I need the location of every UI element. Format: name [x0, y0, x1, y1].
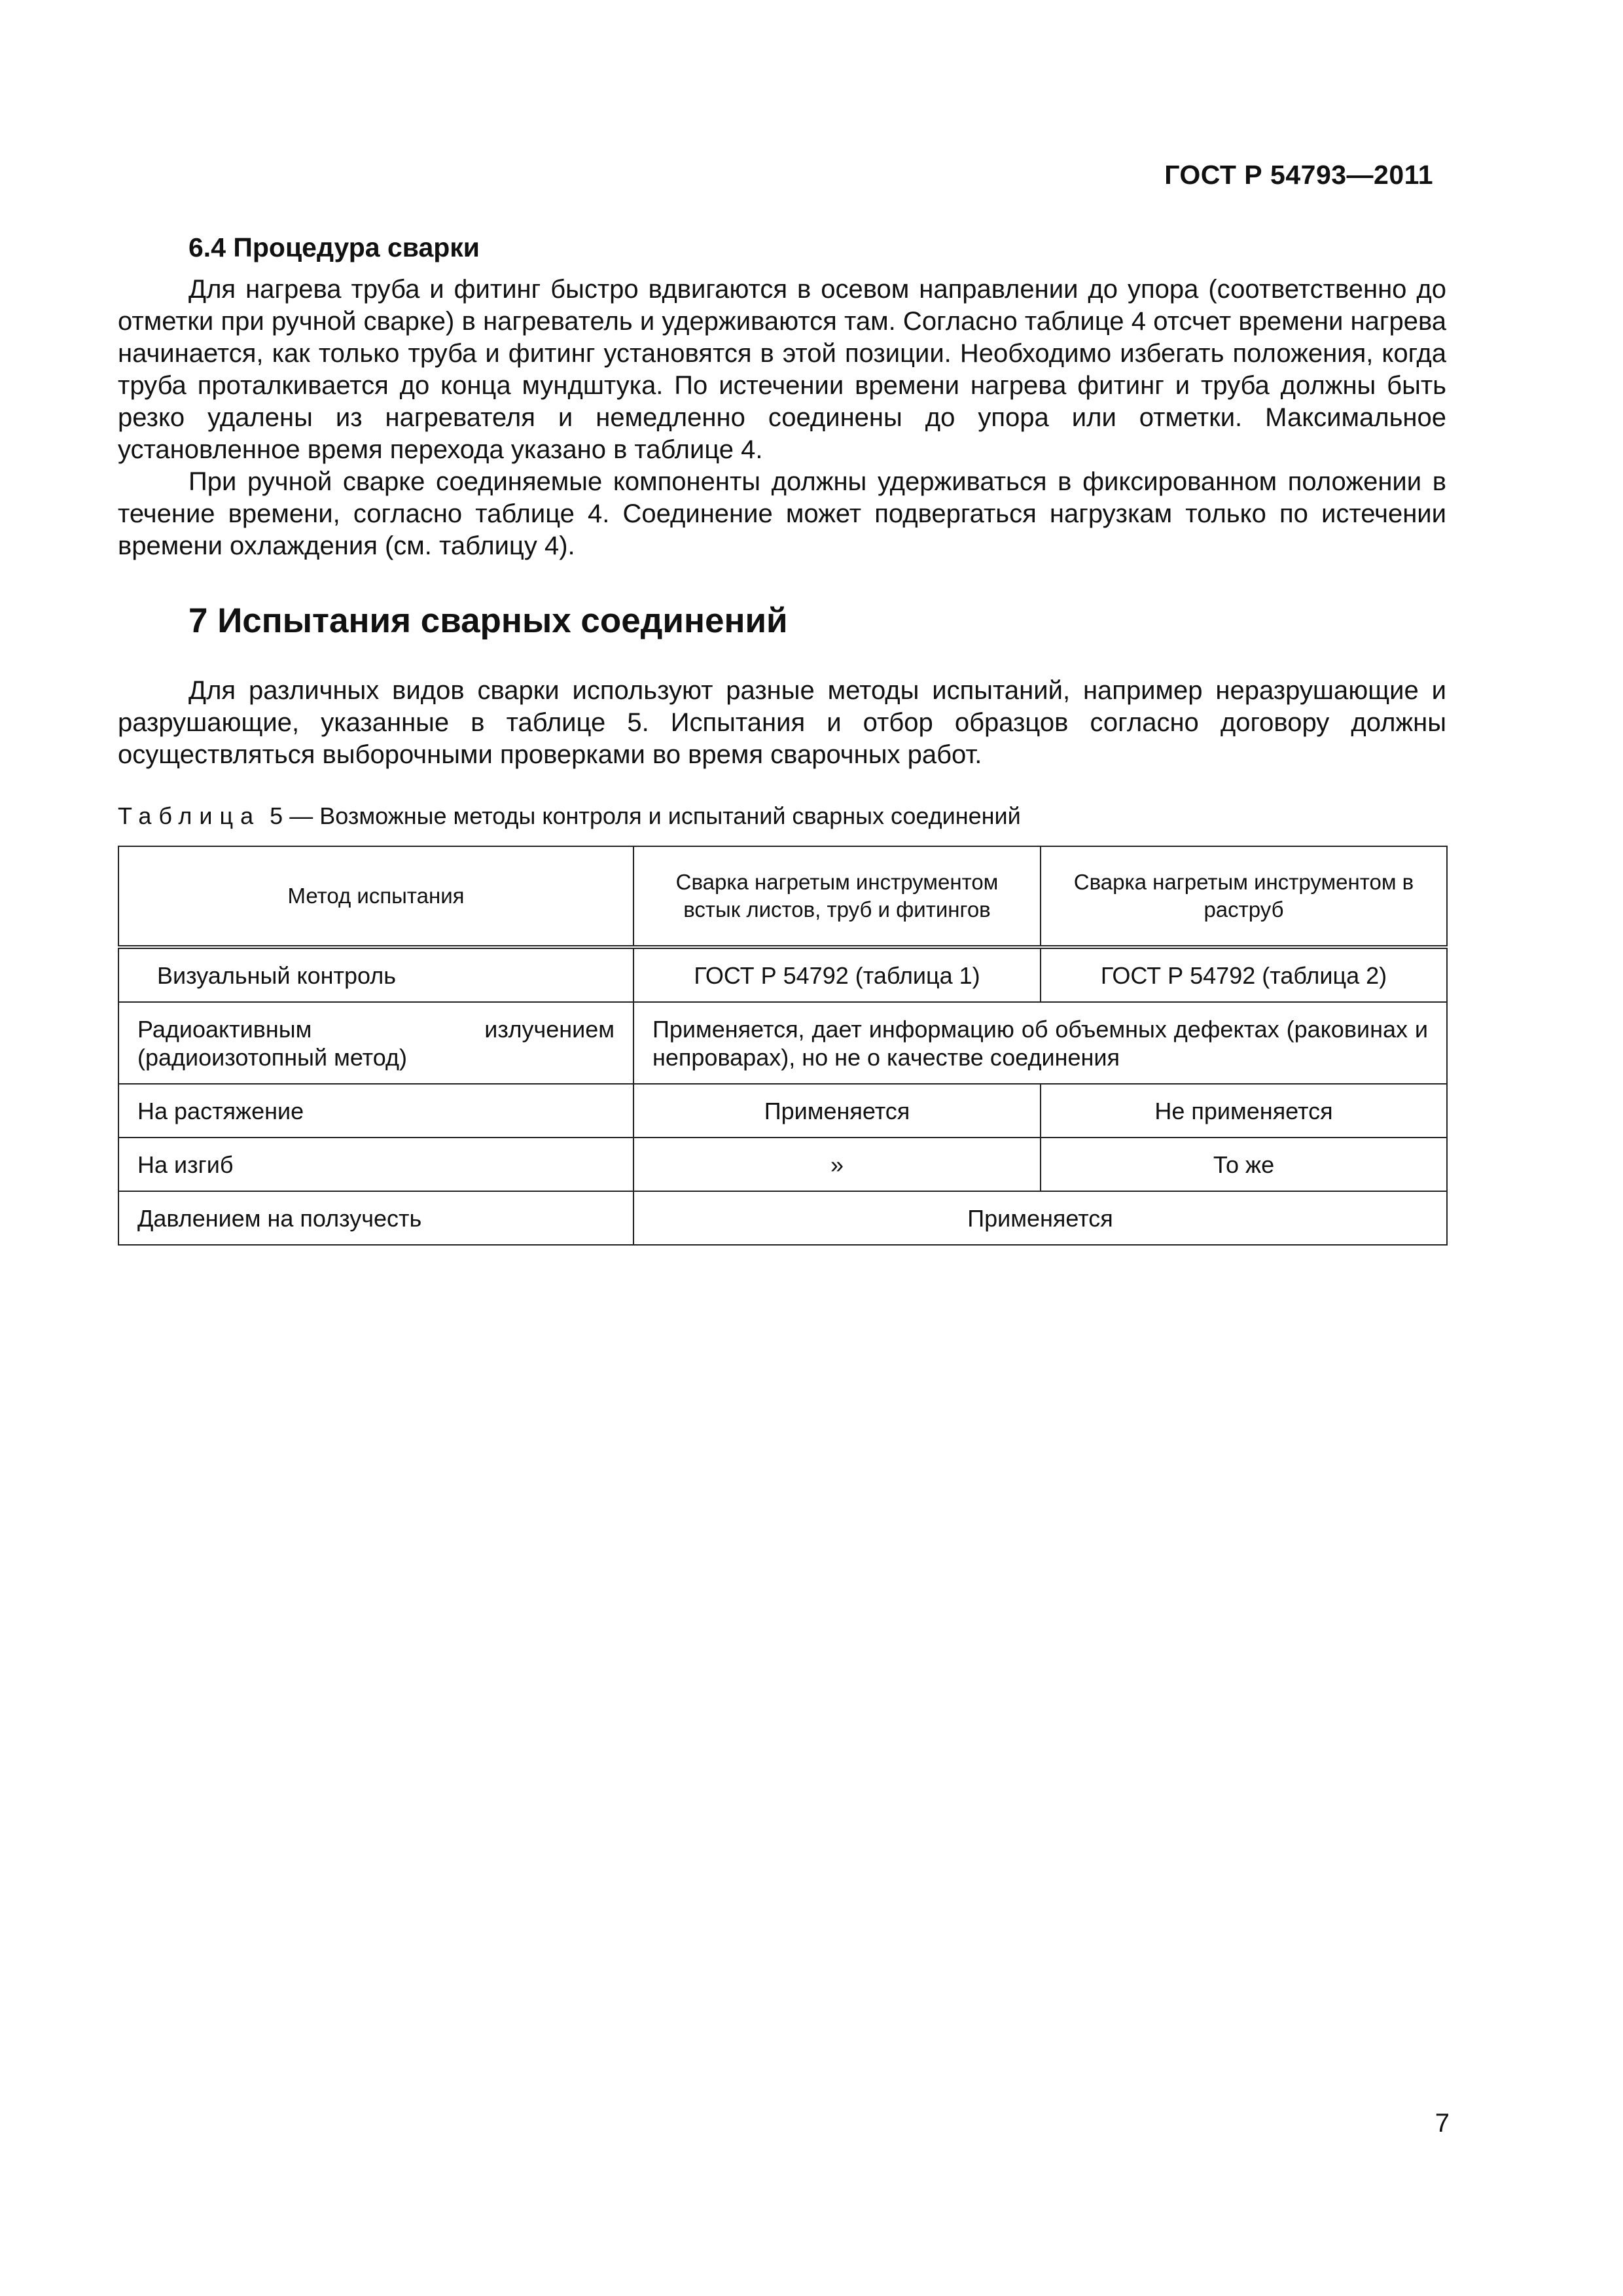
method-cell: На изгиб	[118, 1138, 633, 1191]
merged-cell: Применяется, дает информацию об объемных дефектах (раковинах и непроварах), но не о качестве соединения	[633, 1002, 1447, 1084]
table-row	[118, 1138, 1447, 1191]
butt-cell: »	[633, 1138, 1041, 1191]
section-title: 7 Испытания сварных соединений	[188, 601, 788, 640]
table-caption	[118, 802, 1021, 830]
method-cell: Давлением на ползучесть	[118, 1191, 633, 1245]
header-socket-welding: Сварка нагретым инструментом в раструб	[1041, 846, 1447, 947]
page-number: 7	[1435, 2109, 1450, 2138]
merged-cell: Применяется	[633, 1191, 1447, 1245]
paragraph-manual-welding: При ручной сварке соединяемые компоненты должны удерживаться в фиксированном положении в течение времени, согласно таблице 4. Соединение может подвергаться нагрузкам только по истечении времени охлаждения (см. таблицу 4).	[118, 467, 1446, 560]
paragraph-testing: Для различных видов сварки используют разные методы испытаний, например неразрушающие и разрушающие, указанные в таблице 5. Испытания и отбор образцов согласно договору должны осуществляться выборочными проверками во время сварочных работ.	[118, 676, 1446, 769]
document-code: ГОСТ Р 54793—2011	[1164, 160, 1433, 190]
table-header-row	[118, 846, 1447, 947]
socket-cell: Не применяется	[1041, 1084, 1447, 1138]
test-methods-table	[118, 846, 1448, 1246]
paragraph-heating: Для нагрева труба и фитинг быстро вдвигаются в осевом направлении до упора (соответственно до отметки при ручной сварке) в нагреватель и удерживаются там. Согласно таблице 4 отсчет времени нагрева начинается, как только труба и фитинг установятся в этой позиции. Необходимо избегать положения, когда труба проталкивается до конца мундштука. По истечении времени нагрева фитинг и труба должны быть резко удалены из нагревателя и немедленно соединены до упора или отметки. Максимальное установленное время перехода указано в таблице 4.	[118, 275, 1446, 464]
table-caption-text: 5 — Возможные методы контроля и испытаний сварных соединений	[270, 802, 1021, 829]
socket-cell: То же	[1041, 1138, 1447, 1191]
butt-cell: ГОСТ Р 54792 (таблица 1)	[633, 947, 1041, 1002]
table-row	[118, 1084, 1447, 1138]
table-caption-label: Таблица	[118, 802, 261, 829]
method-cell: Радиоактивным излучением (радиоизотопный метод)	[118, 1002, 633, 1084]
header-butt-welding: Сварка нагретым инструментом встык листов, труб и фитингов	[633, 846, 1041, 947]
butt-cell: Применяется	[633, 1084, 1041, 1138]
table-row	[118, 1002, 1447, 1084]
header-method: Метод испытания	[118, 846, 633, 947]
table-row	[118, 1191, 1447, 1245]
method-cell: На растяжение	[118, 1084, 633, 1138]
socket-cell: ГОСТ Р 54792 (таблица 2)	[1041, 947, 1447, 1002]
method-cell: Визуальный контроль	[118, 947, 633, 1002]
table-row	[118, 947, 1447, 1002]
subsection-title: 6.4 Процедура сварки	[188, 232, 480, 262]
